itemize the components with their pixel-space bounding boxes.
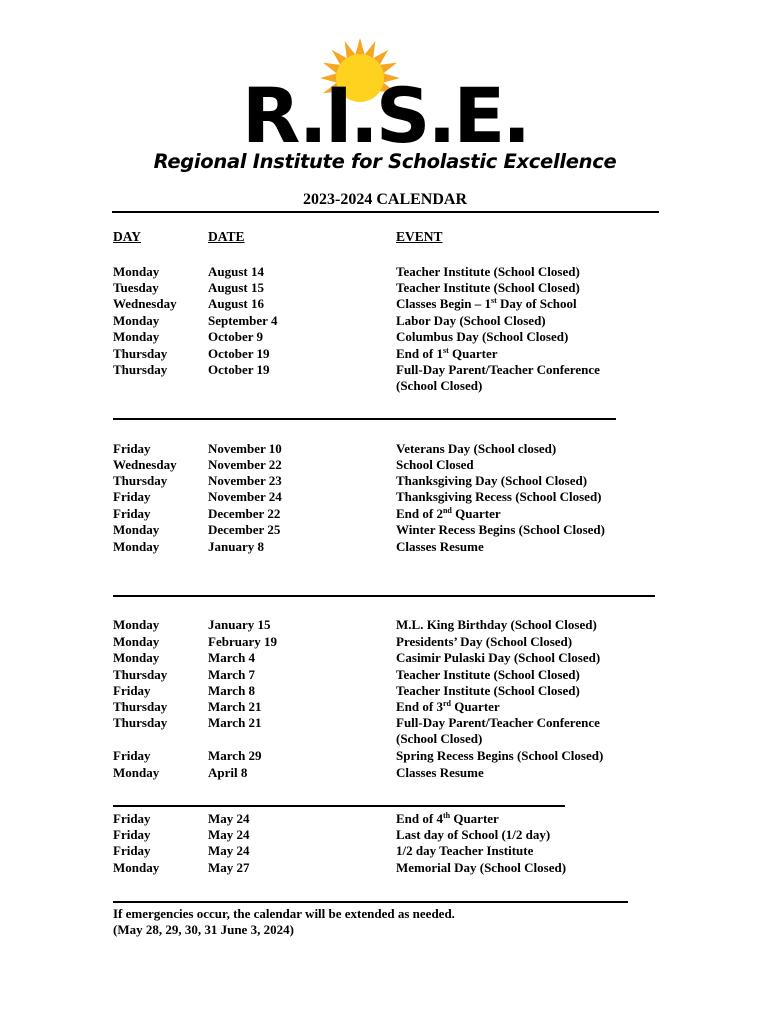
- section-divider: [113, 595, 655, 597]
- sun-logo-icon: [0, 38, 770, 148]
- row-date: August 15: [208, 280, 264, 295]
- row-day: Friday: [113, 827, 151, 842]
- calendar-title: 2023-2024 CALENDAR: [303, 191, 467, 208]
- table-row: [0, 538, 770, 555]
- row-date: December 25: [208, 522, 281, 537]
- section-divider: [113, 418, 616, 420]
- row-day: Thursday: [113, 473, 168, 488]
- row-day: Tuesday: [113, 280, 159, 295]
- row-event: Thanksgiving Day (School Closed): [396, 473, 588, 488]
- row-event-text: Classes Begin – 1: [396, 296, 491, 311]
- institute-name: Regional Institute for Scholastic Excellence: [153, 150, 617, 173]
- table-row: [0, 279, 770, 296]
- row-date: November 23: [208, 473, 282, 488]
- row-date: May 24: [208, 843, 250, 858]
- table-row: [0, 682, 770, 699]
- row-event-text: Quarter: [450, 699, 500, 714]
- column-header-day: DAY: [113, 229, 142, 244]
- row-day: Wednesday: [113, 457, 177, 472]
- row-event: Veterans Day (School closed): [396, 441, 557, 456]
- row-date: November 24: [208, 489, 282, 504]
- row-day: Monday: [113, 617, 160, 632]
- row-date: March 21: [208, 699, 262, 714]
- row-event-text: Quarter: [448, 346, 498, 361]
- section-divider: [113, 901, 628, 903]
- row-event: Winter Recess Begins (School Closed): [396, 522, 605, 537]
- table-row: [0, 361, 770, 378]
- table-row: [0, 488, 770, 505]
- row-event: Teacher Institute (School Closed): [396, 280, 580, 295]
- row-date: May 27: [208, 860, 250, 875]
- row-day: Thursday: [113, 715, 168, 730]
- row-event: (School Closed): [396, 378, 483, 393]
- row-day: Monday: [113, 313, 160, 328]
- row-event: Casimir Pulaski Day (School Closed): [396, 650, 601, 665]
- row-event: Presidents’ Day (School Closed): [396, 634, 573, 649]
- row-date: April 8: [208, 765, 248, 780]
- row-day: Friday: [113, 489, 151, 504]
- table-row: [0, 826, 770, 843]
- table-row: [0, 730, 770, 747]
- row-event-text: End of 3: [396, 699, 443, 714]
- column-header-date: DATE: [208, 229, 245, 244]
- row-event: [396, 295, 577, 312]
- row-event: [396, 345, 497, 362]
- row-day: Monday: [113, 264, 160, 279]
- row-event: [396, 505, 501, 522]
- table-row: [0, 440, 770, 457]
- row-date: January 15: [208, 617, 271, 632]
- row-event: Labor Day (School Closed): [396, 313, 546, 328]
- row-event: [396, 698, 500, 715]
- row-date: May 24: [208, 827, 250, 842]
- table-row: [0, 714, 770, 731]
- row-date: October 19: [208, 362, 270, 377]
- row-day: Thursday: [113, 699, 168, 714]
- row-date: May 24: [208, 811, 250, 826]
- row-date: October 9: [208, 329, 263, 344]
- table-row: [0, 649, 770, 666]
- row-event-text: End of 1: [396, 346, 443, 361]
- table-row: [0, 747, 770, 764]
- row-event: Thanksgiving Recess (School Closed): [396, 489, 602, 504]
- row-event: School Closed: [396, 457, 474, 472]
- ordinal-suffix: th: [442, 811, 451, 820]
- row-event-text: Day of School: [496, 296, 577, 311]
- ordinal-suffix: st: [490, 296, 497, 305]
- row-date: October 19: [208, 346, 270, 361]
- row-event: Teacher Institute (School Closed): [396, 683, 580, 698]
- row-date: March 8: [208, 683, 256, 698]
- row-date: August 14: [208, 264, 264, 279]
- table-row: [0, 810, 770, 827]
- row-event: Spring Recess Begins (School Closed): [396, 748, 604, 763]
- row-event: Full-Day Parent/Teacher Conference: [396, 715, 600, 730]
- row-day: Monday: [113, 765, 160, 780]
- row-event: Last day of School (1/2 day): [396, 827, 551, 842]
- table-row: [0, 263, 770, 280]
- row-date: February 19: [208, 634, 277, 649]
- table-row: [0, 328, 770, 345]
- row-day: Wednesday: [113, 296, 177, 311]
- table-row: [0, 377, 770, 394]
- row-event: [396, 810, 499, 827]
- table-row: [0, 345, 770, 362]
- row-day: Friday: [113, 748, 151, 763]
- row-event: Classes Resume: [396, 765, 484, 780]
- table-row: [0, 521, 770, 538]
- row-event: Memorial Day (School Closed): [396, 860, 567, 875]
- emergency-note: If emergencies occur, the calendar will be extended as needed.: [113, 906, 455, 921]
- row-day: Monday: [113, 650, 160, 665]
- row-day: Friday: [113, 683, 151, 698]
- row-event: Columbus Day (School Closed): [396, 329, 569, 344]
- ordinal-suffix: st: [442, 346, 449, 355]
- table-row: [0, 472, 770, 489]
- row-day: Monday: [113, 522, 160, 537]
- row-date: March 29: [208, 748, 262, 763]
- row-event: Teacher Institute (School Closed): [396, 667, 580, 682]
- row-event: 1/2 day Teacher Institute: [396, 843, 534, 858]
- row-day: Friday: [113, 843, 151, 858]
- table-row: [0, 698, 770, 715]
- table-row: [0, 859, 770, 876]
- emergency-dates: (May 28, 29, 30, 31 June 3, 2024): [113, 922, 294, 937]
- row-event: Teacher Institute (School Closed): [396, 264, 580, 279]
- table-row: [0, 764, 770, 781]
- row-day: Friday: [113, 441, 151, 456]
- table-row: [0, 295, 770, 312]
- row-event: M.L. King Birthday (School Closed): [396, 617, 597, 632]
- row-event-text: Quarter: [450, 811, 499, 826]
- column-header-event: EVENT: [396, 229, 443, 244]
- row-day: Friday: [113, 811, 151, 826]
- row-day: Monday: [113, 329, 160, 344]
- table-row: [0, 312, 770, 329]
- row-date: March 4: [208, 650, 256, 665]
- ordinal-suffix: nd: [442, 506, 452, 515]
- row-event: (School Closed): [396, 731, 483, 746]
- row-event-text: End of 4: [396, 811, 443, 826]
- row-day: Thursday: [113, 362, 168, 377]
- row-day: Thursday: [113, 667, 168, 682]
- row-day: Monday: [113, 539, 160, 554]
- table-row: [0, 842, 770, 859]
- row-date: January 8: [208, 539, 264, 554]
- title-underline: [112, 211, 659, 213]
- section-divider: [113, 805, 565, 807]
- table-row: [0, 633, 770, 650]
- rise-logo: [0, 38, 770, 148]
- row-event: Full-Day Parent/Teacher Conference: [396, 362, 600, 377]
- row-day: Thursday: [113, 346, 168, 361]
- row-date: November 22: [208, 457, 282, 472]
- row-event-text: End of 2: [396, 506, 443, 521]
- row-date: August 16: [208, 296, 264, 311]
- row-date: March 7: [208, 667, 256, 682]
- row-date: March 21: [208, 715, 262, 730]
- table-row: [0, 505, 770, 522]
- row-day: Monday: [113, 634, 160, 649]
- row-event-text: Quarter: [451, 506, 501, 521]
- logo-text: R.I.S.E.: [241, 71, 529, 148]
- table-row: [0, 616, 770, 633]
- ordinal-suffix: rd: [442, 699, 451, 708]
- table-row: [0, 666, 770, 683]
- row-date: November 10: [208, 441, 282, 456]
- table-row: [0, 456, 770, 473]
- row-day: Monday: [113, 860, 160, 875]
- row-event: Classes Resume: [396, 539, 484, 554]
- row-date: December 22: [208, 506, 281, 521]
- row-day: Friday: [113, 506, 151, 521]
- row-date: September 4: [208, 313, 278, 328]
